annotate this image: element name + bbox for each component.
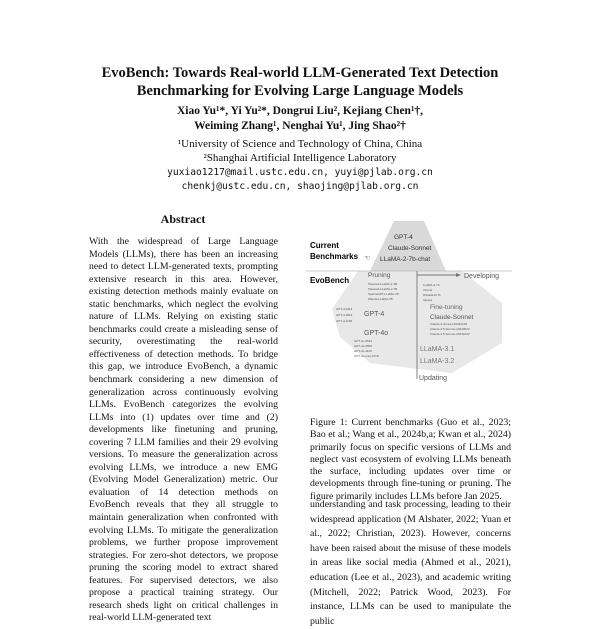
email-line-1: yuxiao1217@mail.ustc.edu.cn, yuyi@pjlab.org.cn: [167, 167, 433, 178]
family-gpt4: GPT-4: [364, 311, 385, 318]
family-gpt4o: GPT-4o: [364, 330, 389, 337]
label-evobench: EvoBench: [310, 276, 350, 285]
paper-title: [0, 64, 600, 100]
label-fine-tuning: Fine-tuning: [430, 304, 463, 311]
email-line-2: chenkj@ustc.edu.cn, shaojing@pjlab.org.cn: [181, 181, 419, 192]
figure-iceberg: [306, 217, 512, 410]
title-line-1: EvoBench: Towards Real-world LLM-Generated Text Detection: [101, 65, 499, 81]
abstract-text: With the widespread of Large Language Models (LLMs), there has been an increasing need to detect LLM-generated texts, prompting extensive research in this area. However, existing detection methods mainly evaluate on static benchmarks, which neglect the evolving nature of LLMs. Relying on existing static benchmarks could create a misleading sense of security, overestimating the real-world effectiveness of detection methods. To bridge this gap, we introduce EvoBench, a dynamic benchmark considering a new dimension of generalization across continuously evolving LLMs. EvoBench categorizes the evolving LLMs into (1) updates over time and (2) developments like finetuning and pruning, covering 7 LLM families and their 29 evolving versions. To measure the generalization across evolving LLMs, we introduce a new EMG (Evolving Model Generalization) metric. Our evaluation of 14 detection methods on EvoBench reveals that they all struggle to maintain generalization when confronted with evolving LLMs. To mitigate the generalization problems, we further propose improvement strategies. For zero-shot detectors, we propose pruning the scoring model to extract shared features. For supervised detectors, we also propose a practical training strategy. Our research sheds light on critical challenges in real-world LLM-generated text: [89, 236, 278, 624]
finetune-model: LLaMA-2-7b: [423, 283, 440, 287]
tip-model-llama: LLaMA-2-7b-chat: [380, 256, 431, 263]
figure-caption: Figure 1: Current benchmarks (Guo et al., 2023; Bao et al.; Wang et al., 2024b,a; Kwan et al., 2024) primarily focus on specific versions of LLMs and neglect vast ecosystem of evolving LLMs beneath the surface, including updates over time or developments through fine-tuning or pruning. The figure primarily includes LLMs before Jan 2025.: [310, 417, 511, 502]
finetune-model: Vicuna: [423, 288, 433, 292]
family-llama31: LLaMA-3.1: [420, 346, 455, 353]
pruning-model: Sheared-LLaMA-1.3B: [368, 282, 398, 286]
gpt4o-version: GPT-4o-1120: [354, 349, 372, 353]
tip-model-gpt4: GPT-4: [394, 234, 413, 241]
affiliation-2: ²Shanghai Artificial Intelligence Laboratory: [203, 152, 397, 164]
affiliations: [0, 137, 600, 165]
title-line-2: Benchmarking for Evolving Large Language Models: [136, 83, 464, 99]
authors: [0, 104, 600, 134]
pruning-model: SparseGPT-LLaMA-7B: [368, 292, 399, 296]
gpt4o-version: GPT-4o-0513: [354, 339, 373, 343]
tip-model-claude: Claude-Sonnet: [388, 245, 432, 252]
gpt4-version: GPT-4-0314: [336, 307, 353, 311]
gpt4-version: GPT-4-1106: [336, 319, 353, 323]
body-text-right: understanding and task processing, leading to their widespread application (M Alshater, 2022; Yuan et al., 2022; Christian, 2023). However, concerns have been raised about the misuse of these models in areas like social media (Ahmed et al., 2021), education (Lee et al., 2023), and academic writing (Mitchell, 2022; Patrick Wood, 2023). For instance, LLMs can be used to manipulate the public: [310, 499, 511, 627]
claude-version: Claude-3.5-Sonnet-20241022: [430, 332, 470, 336]
label-current: Current: [310, 241, 339, 250]
family-llama32: LLaMA-3.2: [420, 358, 455, 365]
claude-version: Claude-3-Sonnet-20240229: [430, 322, 468, 326]
pointer-hand-icon: ☜: [364, 255, 371, 262]
affiliation-1: ¹University of Science and Technology of China, China: [177, 138, 423, 150]
abstract-heading: Abstract: [160, 212, 206, 226]
label-benchmarks: Benchmarks: [310, 252, 359, 261]
finetune-model: WizardLM-7b: [423, 293, 441, 297]
label-pruning: Pruning: [368, 272, 391, 279]
label-developing: Developing: [464, 273, 500, 280]
pruning-model: Sheared-LLaMA-2.7B: [368, 287, 398, 291]
label-updating: Updating: [419, 375, 448, 382]
gpt4o-version: GPT-4o-0806: [354, 344, 373, 348]
finetune-model: Alpaca: [423, 298, 433, 302]
claude-version: Claude-3.5-Sonnet-20240620: [430, 327, 470, 331]
family-claude-sonnet: Claude-Sonnet: [430, 314, 474, 321]
authors-line-1: Xiao Yu¹*, Yi Yu²*, Dongrui Liu², Kejiang Chen¹†,: [176, 105, 424, 117]
gpt4-version: GPT-4-0613: [336, 313, 353, 317]
authors-line-2: Weiming Zhang¹, Nenghai Yu¹, Jing Shao²†: [194, 120, 406, 132]
gpt4o-version: GPT-4o-mini-0718: [354, 354, 379, 358]
pruning-model: Wanda-LLaMA-7B: [368, 297, 393, 301]
